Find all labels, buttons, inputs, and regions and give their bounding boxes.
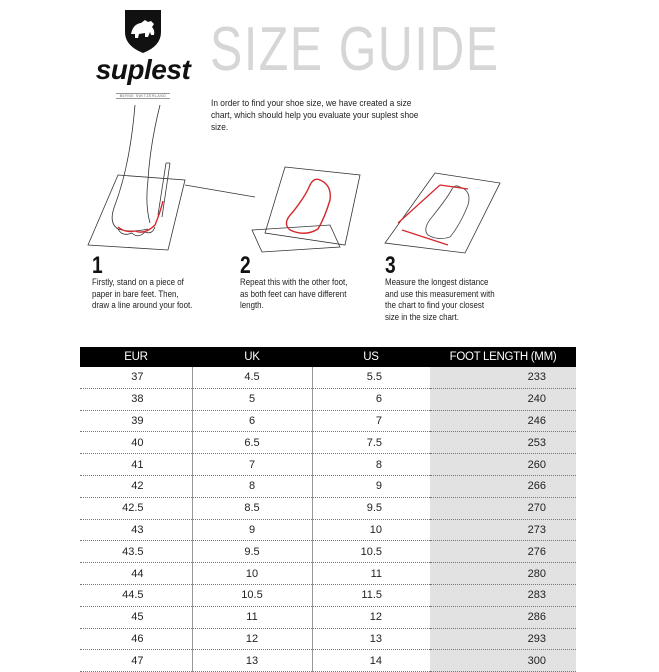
table-row [80,475,576,497]
table-body [80,367,576,672]
us-cell: 5.5 [312,367,430,388]
uk-cell: 13 [192,650,312,672]
eur-cell: 40 [80,432,192,454]
eur-cell: 38 [80,388,192,410]
us-cell: 7.5 [312,432,430,454]
step-number: 1 [92,252,103,279]
header-us: US [312,347,430,367]
eur-cell: 45 [80,606,192,628]
uk-cell: 7 [192,454,312,476]
eur-cell: 37 [80,367,192,388]
uk-cell: 12 [192,628,312,650]
eur-cell: 41 [80,454,192,476]
us-cell: 11.5 [312,584,430,606]
uk-cell: 6 [192,410,312,432]
uk-cell: 11 [192,606,312,628]
brand-logo [88,8,198,98]
table-header-row [80,347,576,367]
eur-cell: 43.5 [80,541,192,563]
eur-cell: 42.5 [80,497,192,519]
us-cell: 8 [312,454,430,476]
step-number: 2 [240,252,251,279]
step-number: 3 [385,252,396,279]
table-row [80,519,576,541]
table-row [80,454,576,476]
uk-cell: 4.5 [192,367,312,388]
foot-length-cell: 273 [430,519,576,541]
us-cell: 9 [312,475,430,497]
uk-cell: 8 [192,475,312,497]
table-row [80,650,576,672]
table-row [80,410,576,432]
page-title: SIZE GUIDE [210,15,500,84]
table-row [80,541,576,563]
us-cell: 7 [312,410,430,432]
header-eur: EUR [80,347,192,367]
paper-sheet-2b [265,167,360,245]
step-3: 3 Measure the longest distance and use this measurement with the chart to find your closest size in the size chart. [385,252,495,322]
us-cell: 14 [312,650,430,672]
table-row [80,584,576,606]
foot-length-cell: 280 [430,563,576,585]
foot-length-cell: 270 [430,497,576,519]
uk-cell: 10.5 [192,584,312,606]
leg-outline [147,105,160,223]
uk-cell: 10 [192,563,312,585]
size-chart-table [80,347,576,672]
us-cell: 13 [312,628,430,650]
step-2: 2 Repeat this with the other foot, as both feet can have different length. [240,252,348,310]
us-cell: 11 [312,563,430,585]
intro-text: In order to find your shoe size, we have created a size chart, which should help you evaluate your suplest shoe size. [211,98,419,132]
header-uk: UK [192,347,312,367]
foot-length-cell: 293 [430,628,576,650]
table-row [80,628,576,650]
measuring-illustrations [0,105,659,255]
brand-tagline: BERNE SWITZERLAND [116,93,171,99]
measure-lines [398,185,468,245]
foot-length-cell: 286 [430,606,576,628]
foot-length-cell: 246 [430,410,576,432]
us-cell: 9.5 [312,497,430,519]
paper-sheet-1 [88,175,185,250]
us-cell: 10.5 [312,541,430,563]
foot-length-cell: 240 [430,388,576,410]
us-cell: 12 [312,606,430,628]
uk-cell: 5 [192,388,312,410]
uk-cell: 9 [192,519,312,541]
table-row [80,497,576,519]
eur-cell: 42 [80,475,192,497]
eur-cell: 44.5 [80,584,192,606]
us-cell: 6 [312,388,430,410]
header-foot-length: FOOT LENGTH (MM) [430,347,576,367]
bear-shield-icon [121,8,165,54]
foot-length-cell: 276 [430,541,576,563]
foot-outline-3 [426,186,469,239]
eur-cell: 47 [80,650,192,672]
paper-sheet-2a [252,225,340,252]
uk-cell: 9.5 [192,541,312,563]
table-row [80,563,576,585]
foot-length-cell: 253 [430,432,576,454]
table-row [80,367,576,388]
foot-length-cell: 283 [430,584,576,606]
foot-length-cell: 266 [430,475,576,497]
foot-length-cell: 260 [430,454,576,476]
eur-cell: 44 [80,563,192,585]
foot-trace-1 [118,201,163,232]
foot-length-cell: 300 [430,650,576,672]
table-row [80,388,576,410]
eur-cell: 39 [80,410,192,432]
us-cell: 10 [312,519,430,541]
foot-length-cell: 233 [430,367,576,388]
uk-cell: 6.5 [192,432,312,454]
pencil-icon [158,163,170,217]
table-row [80,432,576,454]
eur-cell: 46 [80,628,192,650]
eur-cell: 43 [80,519,192,541]
step-1: 1 Firstly, stand on a piece of paper in bare feet. Then, draw a line around your foot. [92,252,193,310]
table-row [80,606,576,628]
uk-cell: 8.5 [192,497,312,519]
brand-name: suplest [95,54,191,85]
